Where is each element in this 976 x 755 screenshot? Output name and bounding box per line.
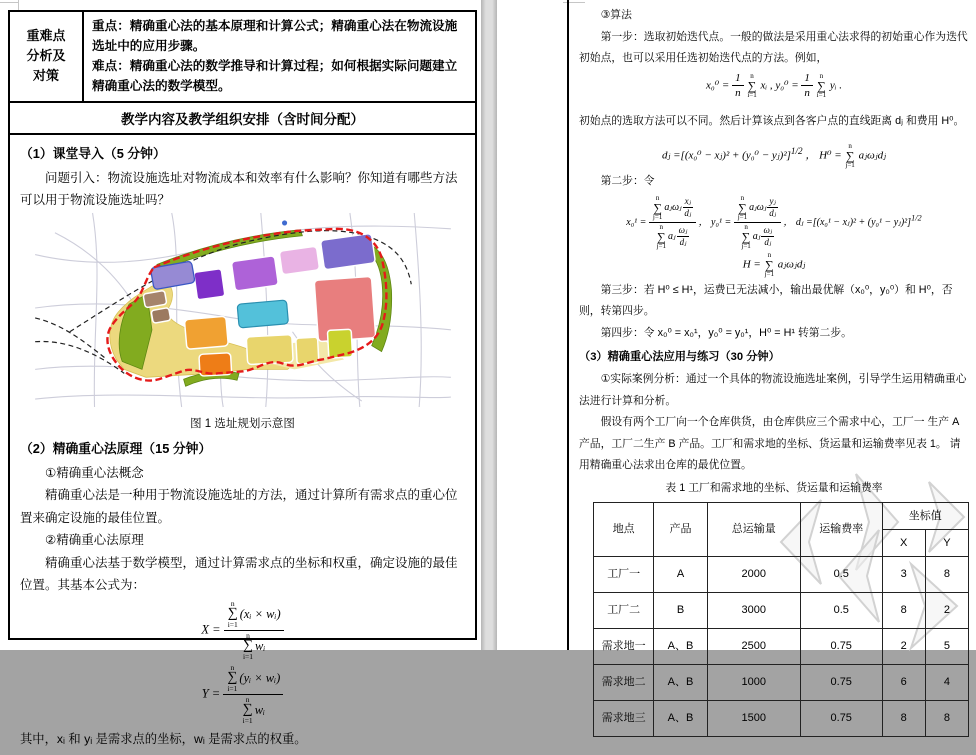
cell-rate: 0.75: [800, 628, 882, 664]
col-header-volume: 总运输量: [707, 502, 800, 556]
summation: n ∑ i=1: [816, 71, 827, 99]
page-edge-artifact: [18, 0, 19, 10]
cell-y: 4: [925, 664, 968, 700]
cell-x: 6: [882, 664, 925, 700]
formula-lhs: Y =: [201, 686, 221, 701]
cell-product: A: [654, 556, 707, 592]
cell-product: A、B: [654, 628, 707, 664]
nested-fraction: $\frac{\text{ωⱼ}}{\text{dⱼ}}$: [763, 225, 773, 247]
formula-lhs: H =: [742, 258, 761, 271]
zone-violet-blue: [320, 233, 375, 270]
cell-volume: 3000: [707, 592, 800, 628]
table-row: [594, 628, 969, 664]
lesson-content-cell: [10, 135, 475, 755]
summation: n ∑ i=1: [242, 694, 253, 726]
cell-product: B: [654, 592, 707, 628]
summation: n ∑ j=1: [741, 222, 751, 250]
table1-caption: 表 1 工厂和需求地的坐标、货运量和运输费率: [665, 482, 883, 494]
formula-lhs: x₀¹ =: [626, 216, 647, 228]
cell-y: 8: [925, 556, 968, 592]
cell-place: 需求地一: [594, 628, 654, 664]
exponent-half: 1/2: [911, 213, 922, 223]
lesson-plan-table: [8, 10, 477, 746]
formula-lhs: X =: [201, 622, 221, 637]
table-row: [594, 700, 969, 736]
cell-x: 3: [882, 556, 925, 592]
zone-dark-purple: [193, 268, 224, 299]
cell-rate: 0.5: [800, 592, 882, 628]
cell-x: 2: [882, 628, 925, 664]
summation: n ∑ j=1: [652, 193, 663, 221]
table1-coordinates: [593, 502, 969, 737]
section2-item2: ②精确重心法原理: [45, 533, 144, 548]
site-plan-map: [35, 213, 451, 407]
cell-place: 需求地三: [594, 700, 654, 736]
cell-volume: 2000: [707, 556, 800, 592]
formula-lhs: x₀⁰ =: [706, 79, 730, 92]
table-row: [594, 556, 969, 592]
section3-body2: 假设有两个工厂向一个仓库供货，由仓库供应三个需求中心，工厂一 生产 A 产品，工厂二生产 B 产品。工厂和需求地的坐标、货运量和运输费率见表 1。 请用精确重心法求出仓库的最优位置。: [579, 416, 961, 472]
col-header-x: X: [882, 529, 925, 556]
formula-total-cost: H = n ∑ j=1 aⱼωⱼdⱼ: [742, 250, 806, 278]
formula-lhs: y₀⁰ =: [775, 79, 799, 92]
formula-initial-point: x₀⁰ = $\frac{1}{n}$ n ∑ i=1 xᵢ , y₀⁰ = $\frac{1}{n}$ n ∑ i=1 yᵢ .: [706, 71, 842, 100]
cell-x: 8: [882, 700, 925, 736]
cell-volume: 1500: [707, 700, 800, 736]
fraction: $\frac{1}{n}$: [732, 72, 744, 100]
col-header-product: 产品: [654, 502, 707, 556]
zone-brown-1: [142, 290, 166, 307]
formula-distance-cost: dⱼ =[(x₀⁰ − xⱼ)² + (y₀⁰ − yⱼ)²]$^{1/2}$ ， H⁰ = n ∑ j=1 aⱼωⱼdⱼ: [661, 142, 887, 170]
map-marker-dot: [281, 220, 286, 225]
difficulty-row: [10, 12, 475, 103]
table-row: [594, 664, 969, 700]
nested-fraction: $\frac{\text{yⱼ}}{\text{dⱼ}}$: [769, 196, 777, 218]
cell-x: 8: [882, 592, 925, 628]
section2-body2: 精确重心法基于数学模型，通过计算需求点的坐标和权重，确定设施的最佳位置。其基本公式为：: [20, 555, 458, 593]
fraction: n ∑ i=1 (xᵢ × wᵢ) n ∑ i=1 wᵢ: [224, 600, 284, 661]
formula-where-note: 其中，xᵢ 和 yᵢ 是需求点的坐标，wᵢ 是需求点的权重。: [20, 731, 307, 746]
col-header-coord: 坐标值: [882, 502, 968, 529]
cell-place: 工厂二: [594, 592, 654, 628]
cell-volume: 2500: [707, 628, 800, 664]
exponent-half: 1/2: [790, 146, 803, 157]
zone-orange: [184, 316, 228, 349]
table-header-row: [594, 502, 969, 529]
cell-product: A、B: [654, 700, 707, 736]
formula-step2-iteration: x₀¹ = n ∑ j=1 aⱼωⱼ $\frac{\text{xⱼ}}{\text{dⱼ}}$ n ∑ j=1 aⱼ $\frac{\text{ωⱼ}}{\text{dⱼ}}$ ， y₀¹ = n ∑ j=1 aⱼωⱼ $\frac{\text{yⱼ}}{\text{dⱼ}}$ n ∑ j=1 aⱼ $\frac{\text{ωⱼ}}{\text{dⱼ}}$ ， dⱼ =[(x₀¹ − xⱼ)² + (y₀¹ − yⱼ)²]$^{1/2}$: [626, 193, 922, 250]
page-edge-artifact: [0, 2, 18, 3]
formula-centroid-y: [20, 664, 465, 725]
formula-lhs: H⁰ =: [819, 149, 842, 162]
site-plan-figure: [35, 213, 451, 415]
section3-title: （3）精确重心法应用与练习（30 分钟）: [579, 350, 780, 363]
zone-purple: [231, 255, 278, 290]
step2-label: 第二步：令: [600, 175, 655, 188]
summation: n ∑ j=1: [656, 222, 666, 250]
fraction: $\frac{1}{n}$: [801, 72, 813, 100]
section2-item1: ①精确重心法概念: [45, 465, 144, 480]
algorithm-title: ③算法: [600, 9, 632, 21]
nested-fraction: $\frac{\text{ωⱼ}}{\text{dⱼ}}$: [678, 225, 688, 247]
section2-body1: 精确重心法是一种用于物流设施选址的方法，通过计算所有需求点的重心位置来确定设施的最佳位置。: [20, 488, 458, 525]
page-right: [497, 0, 976, 725]
difficulty-row-label: 重难点分析及对策: [10, 12, 84, 101]
cell-volume: 1000: [707, 664, 800, 700]
lesson-content-page2: [569, 0, 973, 725]
step1-paragraph: 第一步：选取初始迭代点。一般的做法是采用重心法求得的初始重心作为迭代初始点，也可以采用任选初始迭代点的方法。例如，: [579, 30, 968, 65]
page-left: [0, 0, 481, 746]
difficulty-row-content: [84, 12, 475, 101]
cell-place: 工厂一: [594, 556, 654, 592]
cell-rate: 0.75: [800, 664, 882, 700]
section1-title: （1）课堂导入（5 分钟）: [20, 145, 166, 161]
fraction: n ∑ i=1 (yᵢ × wᵢ) n ∑ i=1 wᵢ: [223, 664, 283, 725]
formula-centroid-x: [20, 600, 465, 661]
table-row: [594, 592, 969, 628]
zone-teal: [237, 300, 288, 328]
zone-pink: [279, 246, 320, 275]
zone-yellow-2: [295, 337, 318, 364]
col-header-place: 地点: [594, 502, 654, 556]
nested-fraction: $\frac{\text{xⱼ}}{\text{dⱼ}}$: [684, 196, 692, 218]
section1-body: 问题引入：物流设施选址对物流成本和效率有什么影响？你知道有哪些方法可以用于物流设施选址吗？: [20, 170, 458, 208]
cell-y: 5: [925, 628, 968, 664]
cell-y: 8: [925, 700, 968, 736]
after-init-paragraph: 初始点的选取方法可以不同。然后计算该点到各客户点的直线距离 dⱼ 和费用 H⁰。: [579, 114, 965, 127]
col-header-y: Y: [925, 529, 968, 556]
summation: n ∑ j=1: [737, 193, 748, 221]
fraction: n ∑ j=1 aⱼωⱼ $\frac{\text{xⱼ}}{\text{dⱼ}}$ n ∑ j=1 aⱼ $\frac{\text{ωⱼ}}{\text{dⱼ}}$: [649, 195, 696, 250]
content-arrangement-header: 教学内容及教学组织安排（含时间分配）: [10, 103, 475, 135]
zone-yellow-1: [246, 334, 293, 364]
difficult-point-text: 难点：精确重心法的数学推导和计算过程；如何根据实际问题建立精确重心法的数学模型。: [92, 59, 458, 94]
cell-rate: 0.75: [800, 700, 882, 736]
summation: n ∑ i=1: [747, 71, 757, 99]
step3-paragraph: 第三步：若 H⁰ ≤ H¹，运费已无法减小，输出最优解（x₀⁰，y₀⁰）和 H⁰，否则，转第四步。: [579, 283, 953, 318]
section3-body1: ①实际案例分析：通过一个具体的物流设施选址案例，引导学生运用精确重心法进行计算和分析。: [579, 373, 967, 407]
summation: n ∑ i=1: [242, 630, 254, 662]
cell-product: A、B: [654, 664, 707, 700]
summation: n ∑ i=1: [227, 598, 238, 630]
fraction: n ∑ j=1 aⱼωⱼ $\frac{\text{yⱼ}}{\text{dⱼ}}$ n ∑ j=1 aⱼ $\frac{\text{ωⱼ}}{\text{dⱼ}}$: [734, 195, 781, 250]
summation: n ∑ j=1: [845, 142, 855, 170]
summation: n ∑ j=1: [764, 250, 775, 278]
cell-y: 2: [925, 592, 968, 628]
summation: n ∑ i=1: [227, 662, 238, 694]
formula-lhs: y₀¹ =: [711, 216, 732, 228]
figure-caption: 图 1 选址规划示意图: [190, 418, 295, 431]
key-point-text: 重点：精确重心法的基本原理和计算公式；精确重心法在物流设施选址中的应用步骤。: [92, 19, 458, 54]
zone-brown-2: [151, 307, 171, 323]
cell-rate: 0.5: [800, 556, 882, 592]
section2-title: （2）精确重心法原理（15 分钟）: [20, 440, 212, 456]
step4-paragraph: 第四步：令 x₀⁰ = x₀¹，y₀⁰ = y₀¹，H⁰ = H¹ 转第二步。: [600, 327, 852, 340]
col-header-rate: 运输费率: [800, 502, 882, 556]
page-gutter: [481, 0, 497, 650]
cell-place: 需求地二: [594, 664, 654, 700]
